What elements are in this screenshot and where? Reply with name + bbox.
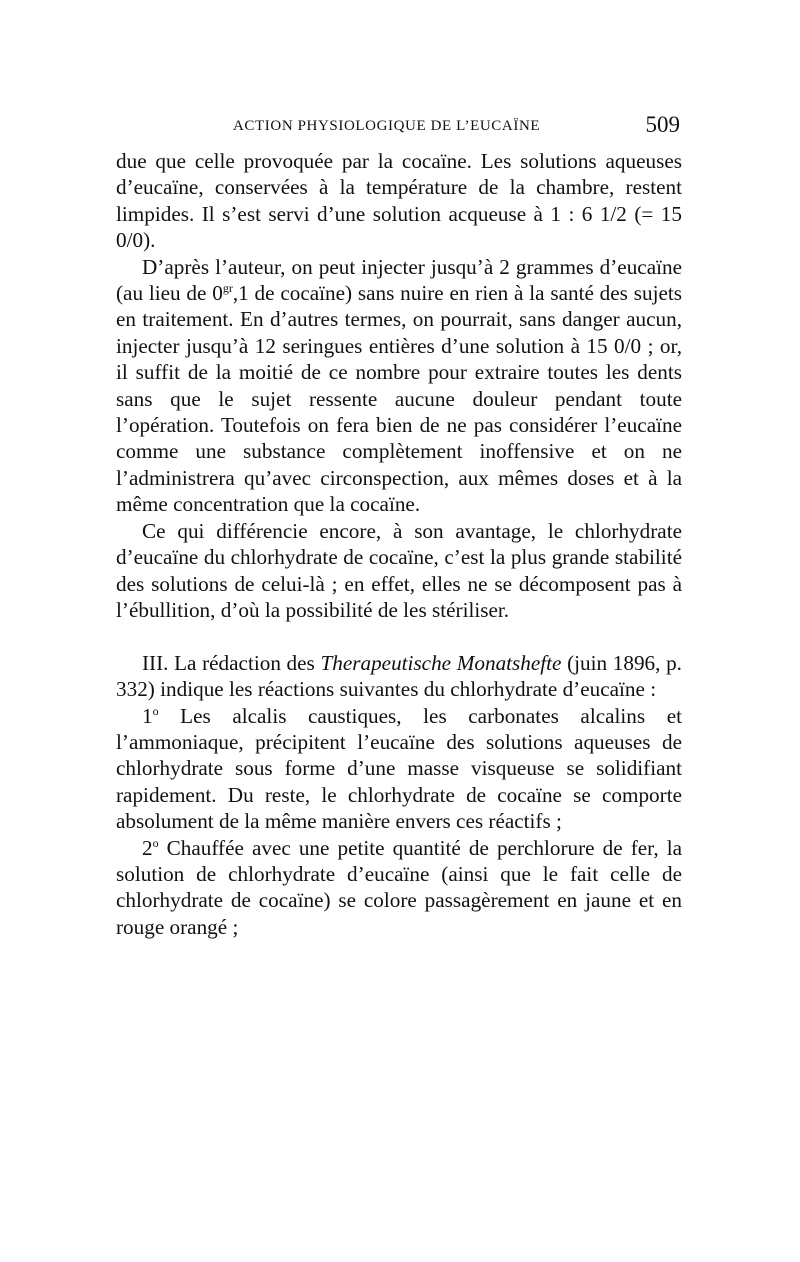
ordinal-superscript: o [152,703,159,718]
journal-title: Therapeutische Monatshefte [320,650,562,675]
paragraph-reaction-1: 1$^o$ Les alcalis caustiques, les carbonates alcalins et l’ammoniaque, précipitent l’eucaïne des solutions aqueuses de chlorhydrate sous forme d’une masse visqueuse se solidifiant rapidement. Du reste, le chlorhydrate de cocaïne se comporte absolument de la même manière envers ces réactifs ; [116,703,682,834]
page-number: 509 [645,112,680,137]
paragraph-section-iii: III. La rédaction des Therapeutische Monatshefte (juin 1896, p. 332) indique les réactions suivantes du chlorhydrate d’eucaïne : [116,650,682,702]
paragraph-continuation: due que celle provoquée par la cocaïne. Les solutions aqueuses d’eucaïne, conservées à la température de la chambre, restent limpides. Il s’est servi d’une solution acqueuse à 1 : 6 1/2 (= 15 0/0). [116,149,682,253]
paragraph-reaction-2: 2$^o$ Chauffée avec une petite quantité de perchlorure de fer, la solution de chlorhydrate d’eucaïne (ainsi que le fait celle de chlorhydrate de cocaïne) se colore passagèrement en jaune et en rouge orangé ; [116,835,682,939]
paragraph-dosage: D’après l’auteur, on peut injecter jusqu’à 2 grammes d’eucaïne (au lieu de $0^{gr},1$ de cocaïne) sans nuire en rien à la santé des sujets en traitement. En d’autres termes, on pourrait, sans danger aucun, injecter jusqu’à 12 seringues entières d’une solution à 15 0/0 ; or, il suffit de la moitié de ce nombre pour extraire toutes les dents sans que le sujet ressente aucune douleur pendant toute l’opération. Toutefois on fera bien de ne pas considérer l’eucaïne comme une substance complètement inoffensive et on ne l’administrera qu’avec circonspection, aux mêmes doses et à la même concentration que la cocaïne. [116,254,682,517]
superscript-gr: gr [222,281,233,296]
ordinal-superscript: o [152,835,159,850]
running-header [116,114,682,144]
body-text [116,148,682,940]
running-title: ACTION PHYSIOLOGIQUE DE L’EUCAÏNE [233,118,541,134]
paragraph-stability: Ce qui différencie encore, à son avantage, le chlorhydrate d’eucaïne du chlorhydrate de cocaïne, c’est la plus grande stabilité des solutions de celui-là ; en effet, elles ne se décomposent pas à l’ébullition, d’où la possibilité de les stériliser. [116,518,682,622]
